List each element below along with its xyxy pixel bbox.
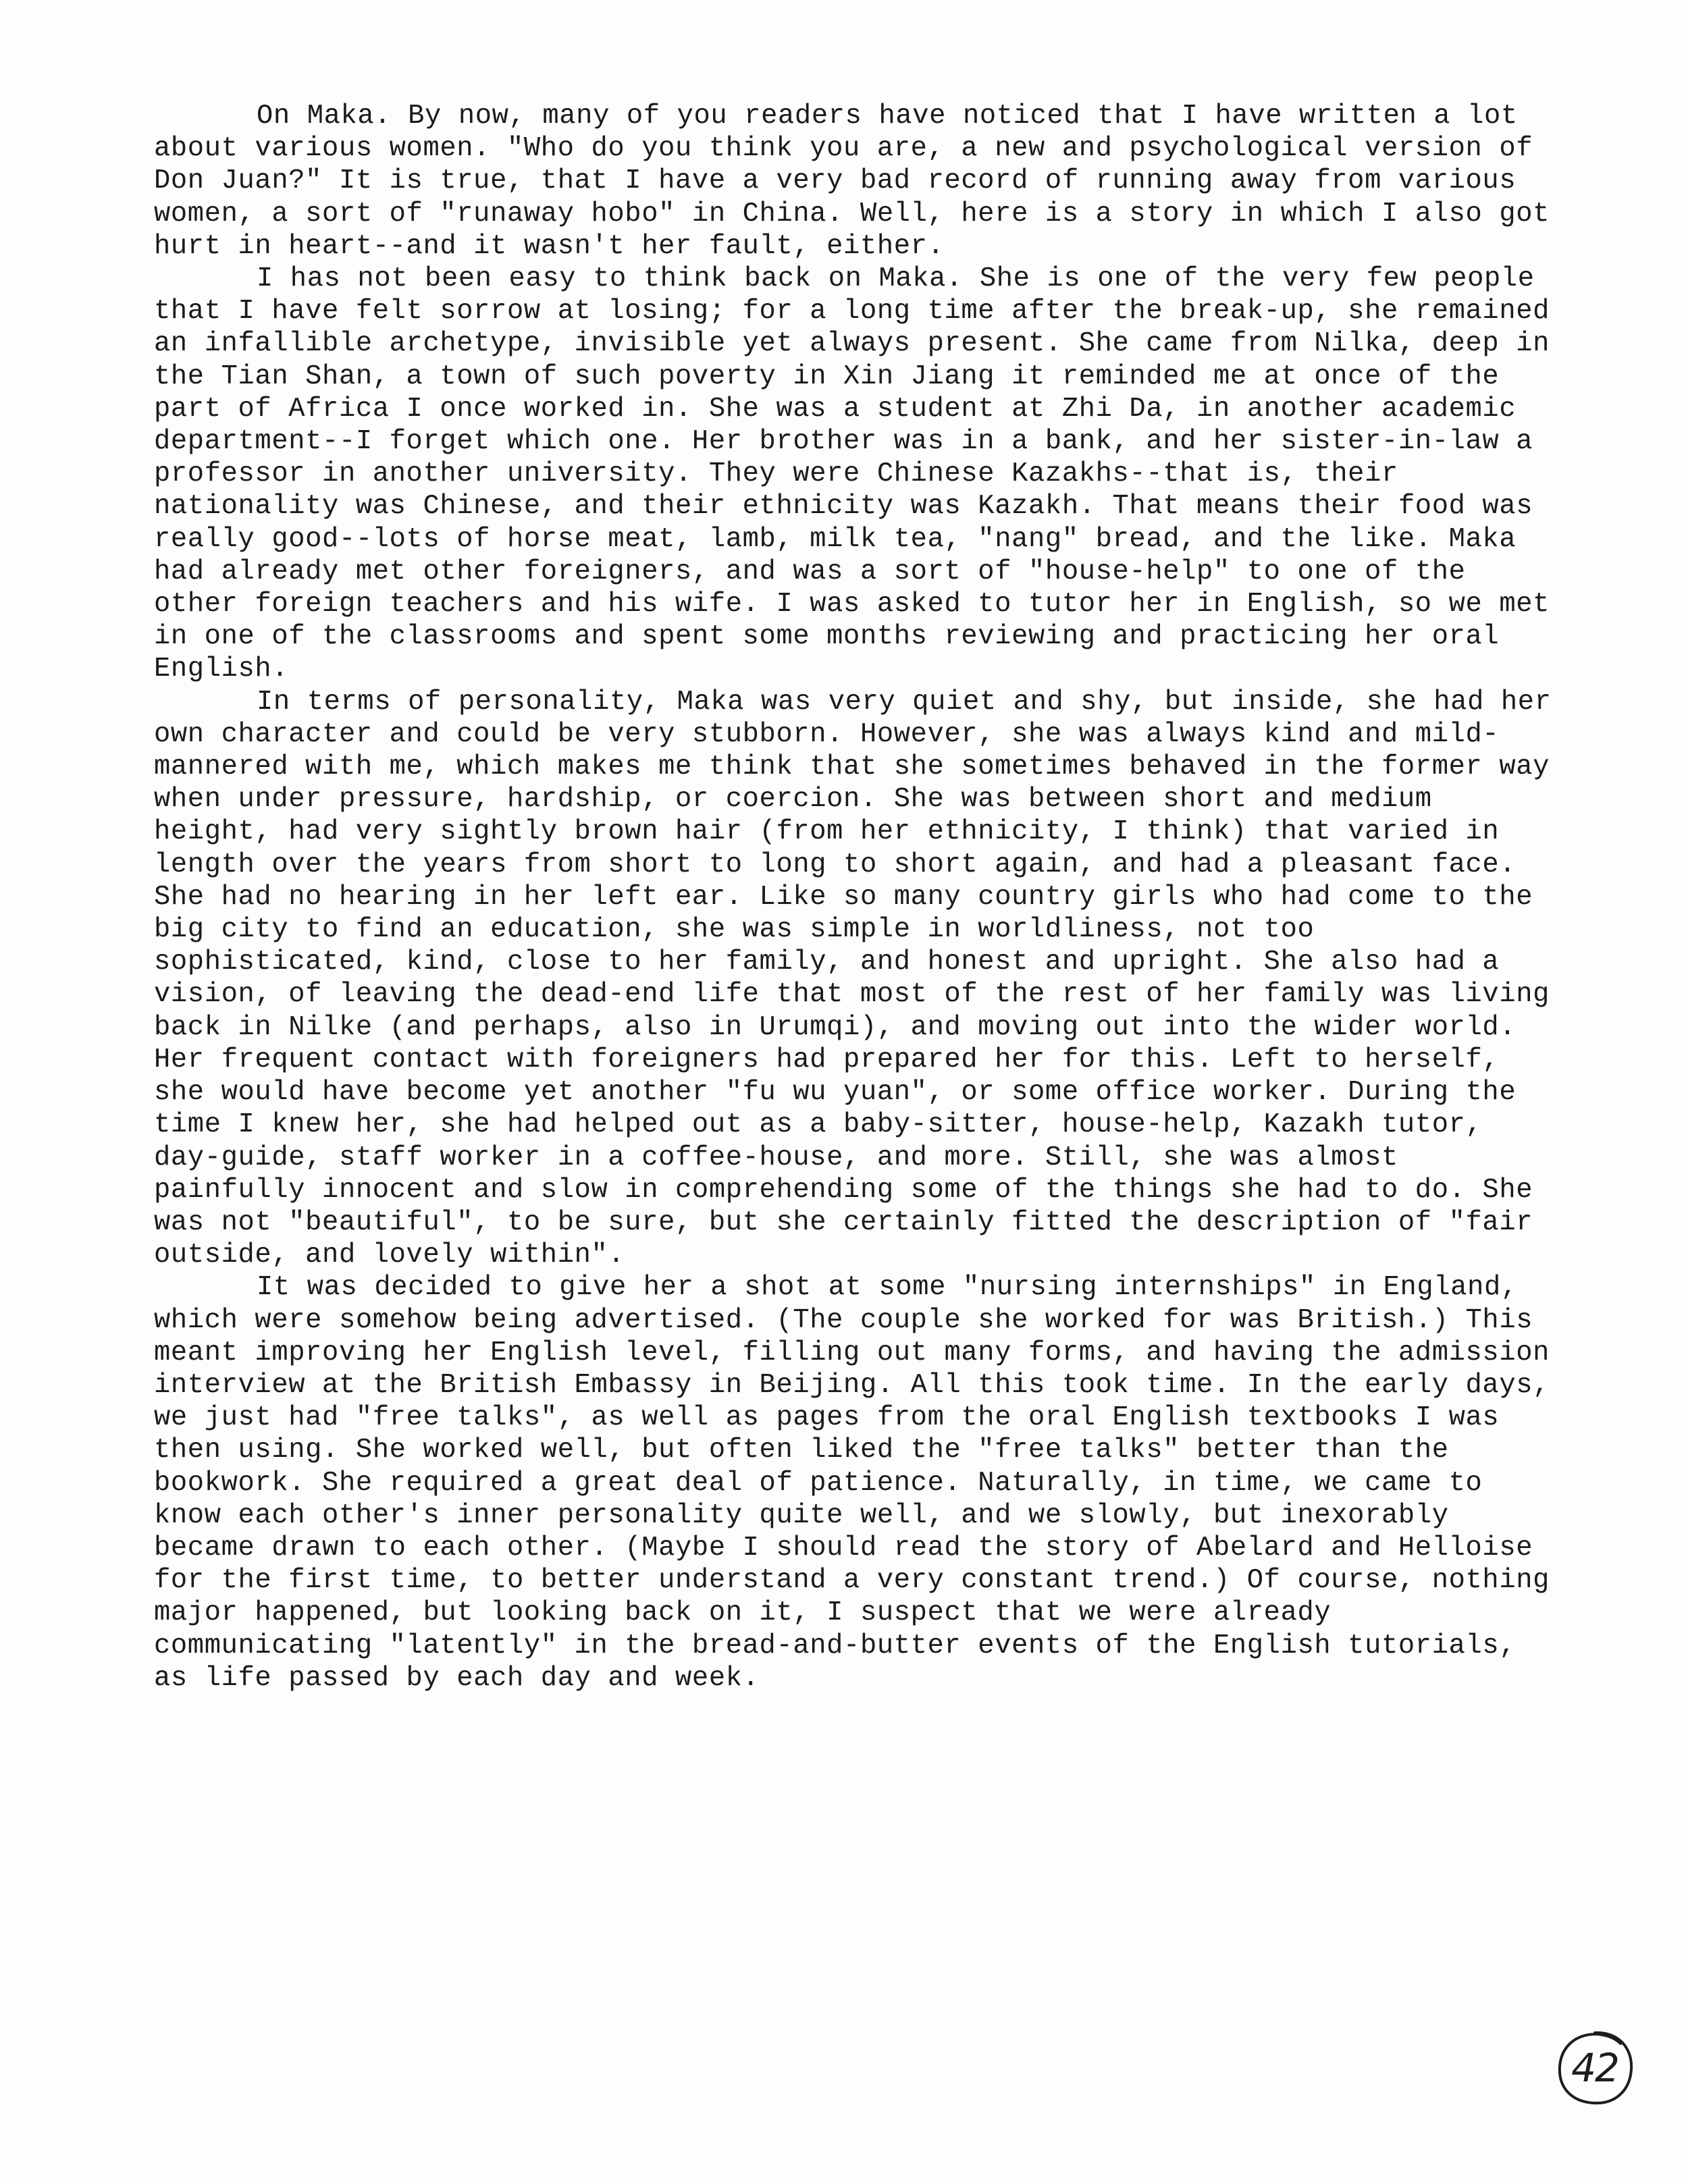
handwritten-page-number <box>1553 2027 1637 2108</box>
page-number-text: 42 <box>1571 2045 1618 2091</box>
paragraph-intro: On Maka. By now, many of you readers have noticed that I have written a lot about various women. "Who do you think you are, a new and psychological version of Don Juan?" It is true, that I have a very bad record of running away from various women, a sort of "runaway hobo" in China. Well, here is a story in which I also got hurt in heart--and it wasn't her fault, either. <box>154 101 1550 262</box>
paragraph-internship: It was decided to give her a shot at some "nursing internships" in England, which were somehow being advertised. (The couple she worked for was British.) This meant improving her English level, filling out many forms, and having the admission interview at the British Embassy in Beijing. All this took time. In the early days, we just had "free talks", as well as pages from the oral English textbooks I was then using. She worked well, but often liked the "free talks" better than the bookwork. She required a great deal of patience. Naturally, in time, we came to know each other's inner personality quite well, and we slowly, but inexorably became drawn to each other. (Maybe I should read the story of Abelard and Helloise for the first time, to better understand a very constant trend.) Of course, nothing major happened, but looking back on it, I suspect that we were already communicating "latently" in the bread-and-butter events of the English tutorials, as life passed by each day and week. <box>154 1272 1550 1694</box>
paragraph-personality: In terms of personality, Maka was very quiet and shy, but inside, she had her own character and could be very stubborn. However, she was always kind and mild-mannered with me, which makes me think that she sometimes behaved in the former way when under pressure, hardship, or coercion. She was between short and medium height, had very sightly brown hair (from her ethnicity, I think) that varied in length over the years from short to long to short again, and had a pleasant face. She had no hearing in her left ear. Like so many country girls who had come to the big city to find an education, she was simple in worldliness, not too sophisticated, kind, close to her family, and honest and upright. She also had a vision, of leaving the dead-end life that most of the rest of her family was living back in Nilke (and perhaps, also in Urumqi), and moving out into the wider world. Her frequent contact with foreigners had prepared her for this. Left to herself, she would have become yet another "fu wu yuan", or some office worker. During the time I knew her, she had helped out as a baby-sitter, house-help, Kazakh tutor, day-guide, staff worker in a coffee-house, and more. Still, she was almost painfully innocent and slow in comprehending some of the things she had to do. She was not "beautiful", to be sure, but she certainly fitted the description of "fair outside, and lovely within". <box>154 686 1552 1271</box>
paragraph-background: I has not been easy to think back on Maka. She is one of the very few people that I have felt sorrow at losing; for a long time after the break-up, she remained an infallible archetype, invisible yet always present. She came from Nilka, deep in the Tian Shan, a town of such poverty in Xin Jiang it reminded me at once of the part of Africa I once worked in. She was a student at Zhi Da, in another academic department--I forget which one. Her brother was in a bank, and her sister-in-law a professor in another university. They were Chinese Kazakhs--that is, their nationality was Chinese, and their ethnicity was Kazakh. That means their food was really good--lots of horse meat, lamb, milk tea, "nang" bread, and the like. Maka had already met other foreigners, and was a sort of "house-help" to one of the other foreign teachers and his wife. I was asked to tutor her in English, so we met in one of the classrooms and spent some months reviewing and practicing her oral English. <box>154 263 1550 685</box>
typed-body-text <box>154 100 1565 1695</box>
